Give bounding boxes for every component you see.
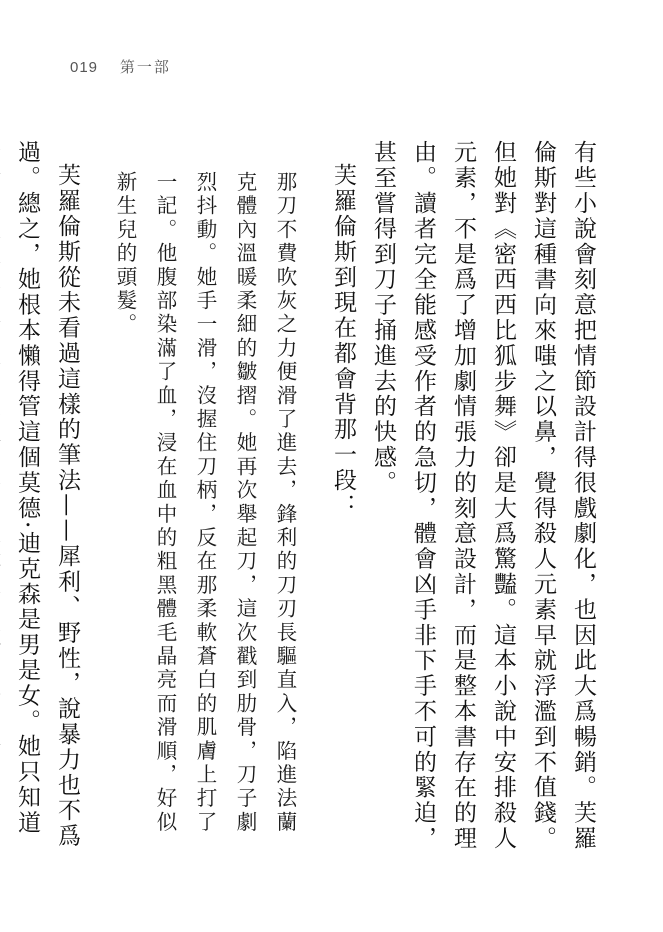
vertical-text-body	[14, 140, 603, 858]
paragraph-2: 芙羅倫斯到現在都會背那一段：	[330, 163, 356, 519]
block-quote: 那刀不費吹灰之力便滑了進去，鋒利的刀刃長驅直入，陷進法蘭克體內溫暖柔細的皺摺。她再次舉起刀，這次戳到肋骨，刀子劇烈抖動。她手一滑，沒握住刀柄，反在那柔軟蒼白的肌膚上打了一記。他腹部染滿了血，浸在血中的粗黑體毛晶亮而滑順，好似新生兒的頭髮。	[113, 170, 297, 835]
paragraph-3: 芙羅倫斯從未看過這樣的筆法——犀利、野性，說暴力也不爲過。總之，她根本懶得管這個莫德·迪克森是男是女。她只知道	[14, 140, 80, 849]
chapter-title: 第一部	[119, 58, 171, 76]
page-number: 019	[70, 59, 99, 76]
page-header	[70, 56, 171, 77]
paragraph-1: 有些小說會刻意把情節設計得很戲劇化，也因此大爲暢銷。芙羅倫斯對這種書向來嗤之以鼻，覺得殺人元素早就浮濫到不值錢。但她對《密西西比狐步舞》卻是大爲驚豔。這本小說中安排殺人元素，不是爲了增加劇情張力的刻意設計，而是整本書存在的理由。讀者完全能感受作者的急切，體會凶手非下手不可的緊迫，甚至嘗得到刀子捅進去的快感。	[370, 140, 596, 852]
